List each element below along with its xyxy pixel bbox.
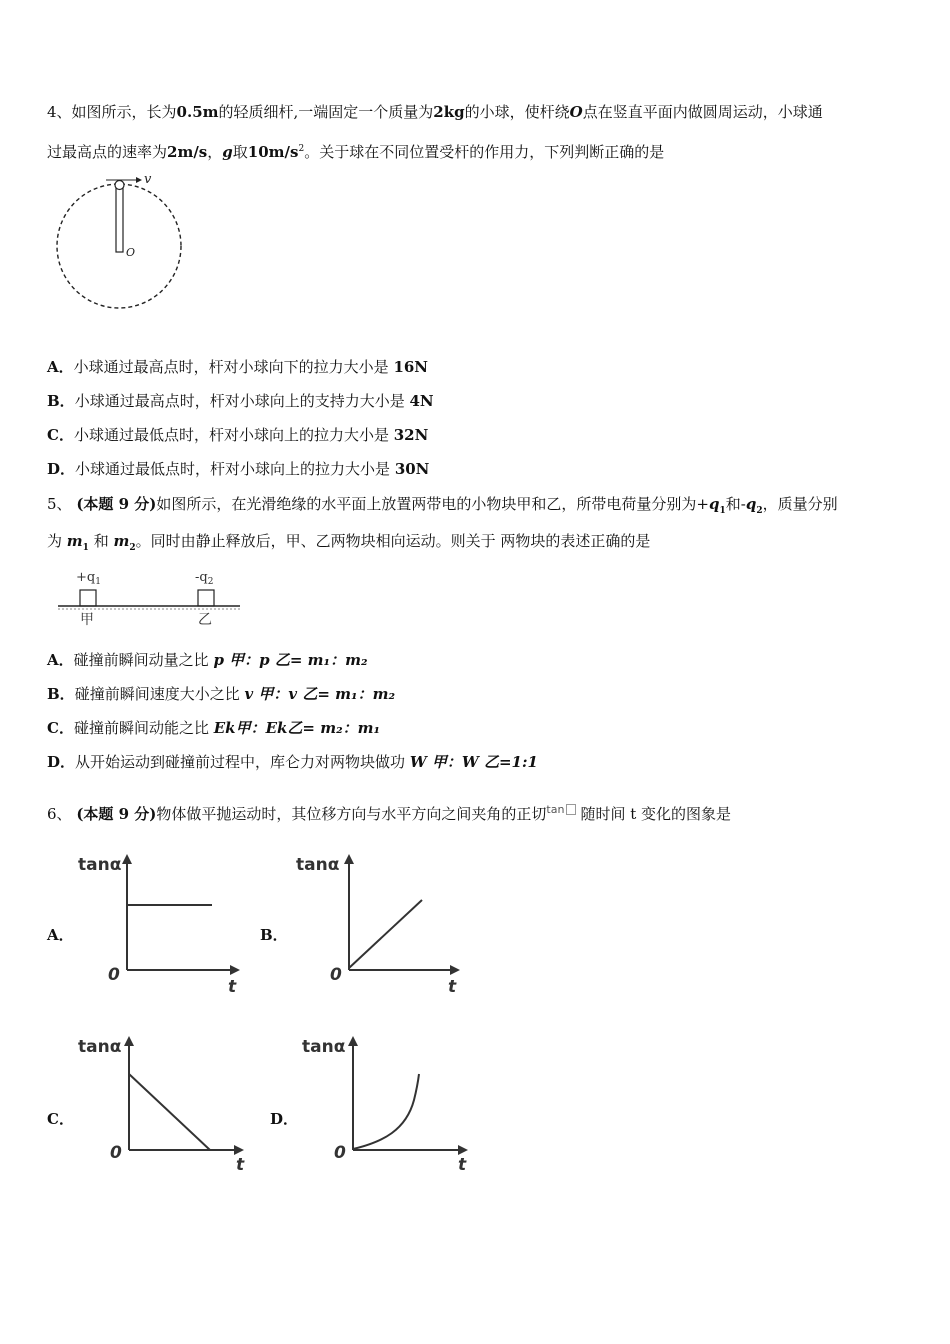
q6-label-c[interactable]: C． xyxy=(47,1110,74,1128)
q4-option-b[interactable]: B．小球通过最高点时，杆对小球向上的支持力大小是 4N xyxy=(47,392,434,410)
graph-a-x-label: t xyxy=(228,977,237,997)
q4-option-a[interactable]: A．小球通过最高点时，杆对小球向下的拉力大小是 16N xyxy=(47,358,429,376)
q6-label-b[interactable]: B． xyxy=(260,926,288,944)
q4-circle-figure xyxy=(50,170,190,320)
q5-blocks-figure xyxy=(52,566,252,630)
q4-o-label: O xyxy=(126,246,136,259)
q6-graph-a[interactable] xyxy=(72,848,252,998)
graph-a-y-label: tanα xyxy=(78,855,122,875)
q6-line-1: 6、 (本题 9 分)物体做平抛运动时，其位移方向与水平方向之间夹角的正切$^{tan}$ 随时间 t 变化的图象是 xyxy=(47,803,732,823)
q5-line-1: 5、 (本题 9 分)如图所示，在光滑绝缘的水平面上放置两带电的小物块甲和乙，所带电荷量分别为$+q_1$和$-q_2$，质量分别 xyxy=(47,495,838,516)
graph-d-x-label: t xyxy=(458,1155,467,1175)
graph-b-x-label: t xyxy=(448,977,457,997)
q4-ball xyxy=(115,181,124,190)
q4-option-c[interactable]: C．小球通过最低点时，杆对小球向上的拉力大小是 32N xyxy=(47,426,429,444)
q6-label-d[interactable]: D． xyxy=(270,1110,299,1128)
q4-v-label: v xyxy=(144,172,152,187)
q6-graph-c[interactable] xyxy=(72,1030,257,1180)
q5-block-jia xyxy=(80,590,96,606)
graph-d-curve xyxy=(353,1074,419,1149)
graph-c-y-label: tanα xyxy=(78,1037,122,1057)
q6-missing-glyph xyxy=(566,804,576,815)
q4-line-1: 4、如图所示，长为0.5m的轻质细杆,一端固定一个质量为2kg的小球，使杆绕O点在竖直平面内做圆周运动，小球通 xyxy=(47,103,823,121)
graph-d-y-label: tanα xyxy=(302,1037,346,1057)
graph-c-x-label: t xyxy=(236,1155,245,1175)
q4-rod xyxy=(116,188,123,252)
graph-a-origin: 0 xyxy=(108,965,120,985)
q5-charge-2-label: $-q_2$ xyxy=(195,570,214,587)
graph-c-origin: 0 xyxy=(110,1143,122,1163)
graph-b-curve xyxy=(349,900,422,968)
graph-b-origin: 0 xyxy=(330,965,342,985)
graph-c-curve xyxy=(129,1074,210,1150)
q5-yi-label: 乙 xyxy=(198,612,212,628)
q4-line-2: 过最高点的速率为2m/s，g取$10m/s^2$。关于球在不同位置受杆的作用力，下列判断正确的是 xyxy=(47,143,665,161)
q6-label-a[interactable]: A． xyxy=(47,926,74,944)
q5-block-yi xyxy=(198,590,214,606)
q5-option-b[interactable]: B．碰撞前瞬间速度大小之比 v 甲：v 乙= m₁：m₂ xyxy=(47,685,396,703)
q5-option-a[interactable]: A．碰撞前瞬间动量之比 p 甲：p 乙= m₁：m₂ xyxy=(47,651,368,669)
q5-jia-label: 甲 xyxy=(80,612,94,628)
q5-charge-1-label: $+q_1$ xyxy=(76,570,101,587)
q5-line-2: 为 $m_1$ 和 $m_2$。同时由静止释放后，甲、乙两物块相向运动。则关于 两物块的表述正确的是 xyxy=(47,532,651,553)
q4-option-d[interactable]: D．小球通过最低点时，杆对小球向上的拉力大小是 30N xyxy=(47,460,430,478)
q5-option-c[interactable]: C．碰撞前瞬间动能之比 Ek甲：Ek乙= m₂：m₁ xyxy=(47,719,381,737)
q6-graph-b[interactable] xyxy=(292,848,472,998)
graph-d-origin: 0 xyxy=(334,1143,346,1163)
q5-option-d[interactable]: D．从开始运动到碰撞前过程中，库仑力对两物块做功 W 甲：W 乙=1:1 xyxy=(47,753,538,771)
q6-graph-d[interactable] xyxy=(298,1030,483,1180)
graph-b-y-label: tanα xyxy=(296,855,340,875)
